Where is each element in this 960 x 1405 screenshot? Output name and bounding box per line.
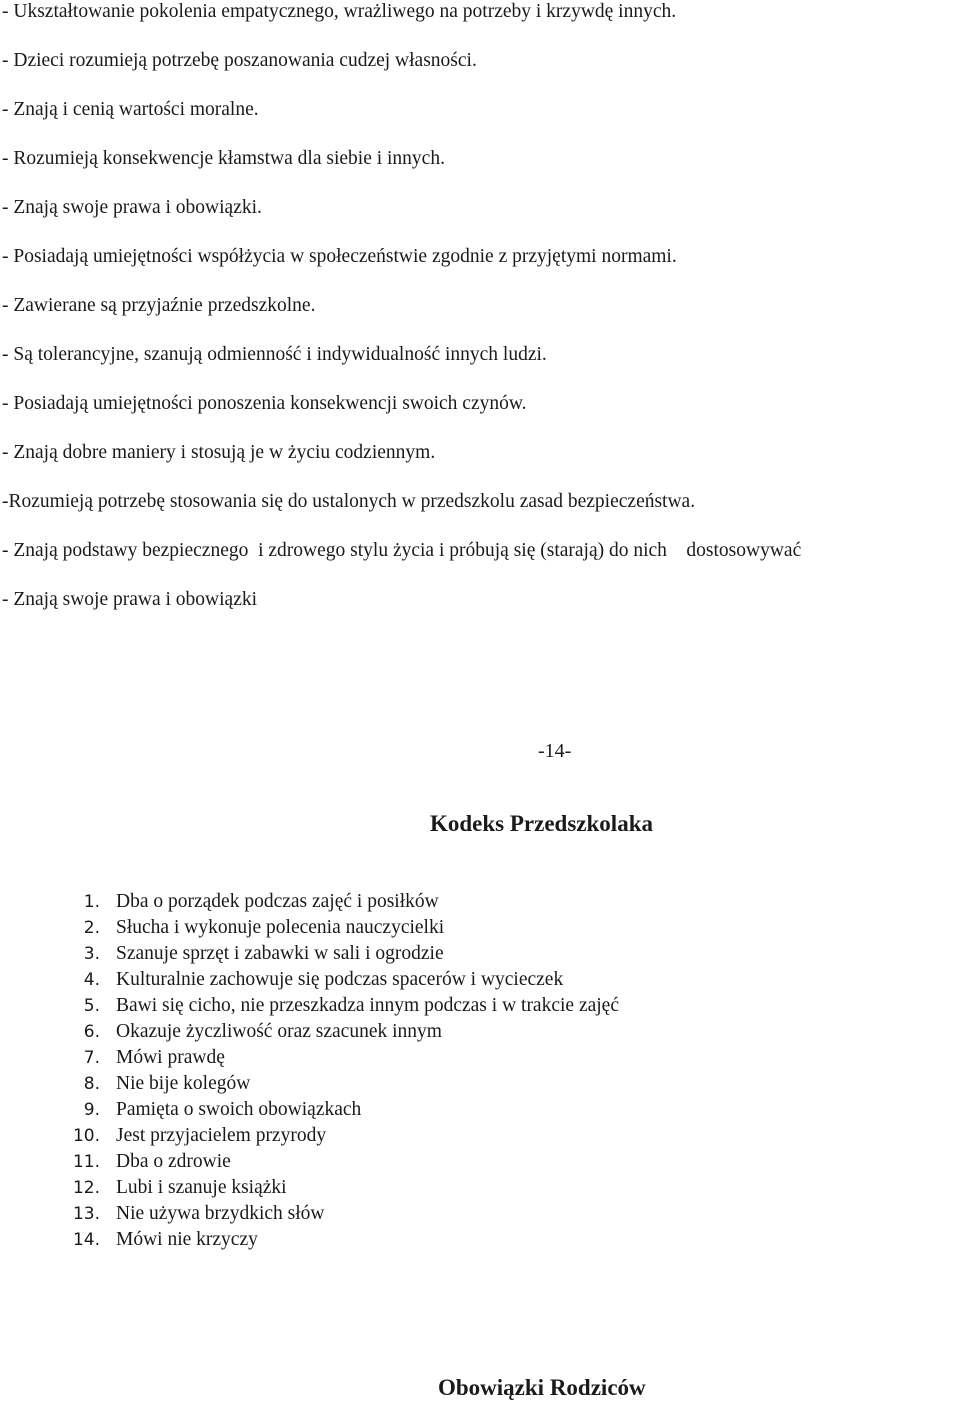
code-item-text: Dba o zdrowie xyxy=(116,1151,231,1172)
outcome-item: - Posiadają umiejętności współżycia w społeczeństwie zgodnie z przyjętymi normami. xyxy=(2,246,677,267)
code-item-number: 4. xyxy=(83,970,100,990)
code-item xyxy=(70,967,619,993)
outcome-item: - Posiadają umiejętności ponoszenia konsekwencji swoich czynów. xyxy=(2,393,527,414)
code-item xyxy=(70,915,619,941)
code-item-text: Dba o porządek podczas zajęć i posiłków xyxy=(116,891,439,912)
outcome-item: - Znają podstawy bezpiecznego i zdrowego stylu życia i próbują się (starają) do nich dostosowywać xyxy=(2,540,802,561)
code-item-number: 6. xyxy=(83,1022,100,1042)
code-item-number: 10. xyxy=(72,1126,100,1146)
outcome-item: - Są tolerancyjne, szanują odmienność i indywidualność innych ludzi. xyxy=(2,344,547,365)
page-number: -14- xyxy=(538,740,572,762)
outcome-item: - Znają dobre maniery i stosują je w życiu codziennym. xyxy=(2,442,436,463)
outcome-item: - Ukształtowanie pokolenia empatycznego, wrażliwego na potrzeby i krzywdę innych. xyxy=(2,1,677,22)
code-item-number: 3. xyxy=(83,944,100,964)
code-item-text: Nie używa brzydkich słów xyxy=(116,1203,325,1224)
outcome-item: - Zawierane są przyjaźnie przedszkolne. xyxy=(2,295,316,316)
code-item-number: 12. xyxy=(72,1178,100,1198)
code-item-number: 5. xyxy=(83,996,100,1016)
code-item-text: Mówi prawdę xyxy=(116,1047,225,1068)
code-item-text: Kulturalnie zachowuje się podczas spacerów i wycieczek xyxy=(116,969,564,990)
code-item xyxy=(70,889,619,915)
code-item xyxy=(70,1227,619,1253)
code-item xyxy=(70,1045,619,1071)
code-item xyxy=(70,1097,619,1123)
code-item-text: Nie bije kolegów xyxy=(116,1073,251,1094)
code-item-text: Lubi i szanuje książki xyxy=(116,1177,287,1198)
code-item-number: 8. xyxy=(83,1074,100,1094)
code-item xyxy=(70,1149,619,1175)
code-item-number: 9. xyxy=(83,1100,100,1120)
code-item-number: 13. xyxy=(72,1204,100,1224)
code-item-text: Szanuje sprzęt i zabawki w sali i ogrodzie xyxy=(116,943,444,964)
code-item xyxy=(70,1175,619,1201)
outcome-item: - Znają swoje prawa i obowiązki. xyxy=(2,197,262,218)
code-item-number: 7. xyxy=(83,1048,100,1068)
code-item-text: Okazuje życzliwość oraz szacunek innym xyxy=(116,1021,442,1042)
outcome-item: - Rozumieją konsekwencje kłamstwa dla siebie i innych. xyxy=(2,148,445,169)
outcome-item: -Rozumieją potrzebę stosowania się do ustalonych w przedszkolu zasad bezpieczeństwa. xyxy=(2,491,696,512)
code-item-number: 1. xyxy=(83,892,100,912)
outcome-item: - Znają i cenią wartości moralne. xyxy=(2,99,259,120)
code-list xyxy=(70,889,619,1253)
code-item-number: 11. xyxy=(72,1152,100,1172)
code-item-text: Jest przyjacielem przyrody xyxy=(116,1125,327,1146)
outcomes-list xyxy=(2,0,801,637)
code-item-number: 2. xyxy=(83,918,100,938)
code-item-text: Pamięta o swoich obowiązkach xyxy=(116,1099,362,1120)
code-item-text: Bawi się cicho, nie przeszkadza innym podczas i w trakcie zajęć xyxy=(116,995,619,1016)
code-item xyxy=(70,1123,619,1149)
outcome-item: - Znają swoje prawa i obowiązki xyxy=(2,589,258,610)
code-item-text: Mówi nie krzyczy xyxy=(116,1229,258,1250)
code-item xyxy=(70,941,619,967)
code-item xyxy=(70,993,619,1019)
code-item xyxy=(70,1071,619,1097)
code-item-number: 14. xyxy=(72,1230,100,1250)
code-item xyxy=(70,1201,619,1227)
code-title: Kodeks Przedszkolaka xyxy=(430,811,653,836)
parents-title: Obowiązki Rodziców xyxy=(438,1375,646,1400)
code-item-text: Słucha i wykonuje polecenia nauczycielki xyxy=(116,917,445,938)
code-item xyxy=(70,1019,619,1045)
outcome-item: - Dzieci rozumieją potrzebę poszanowania cudzej własności. xyxy=(2,50,477,71)
